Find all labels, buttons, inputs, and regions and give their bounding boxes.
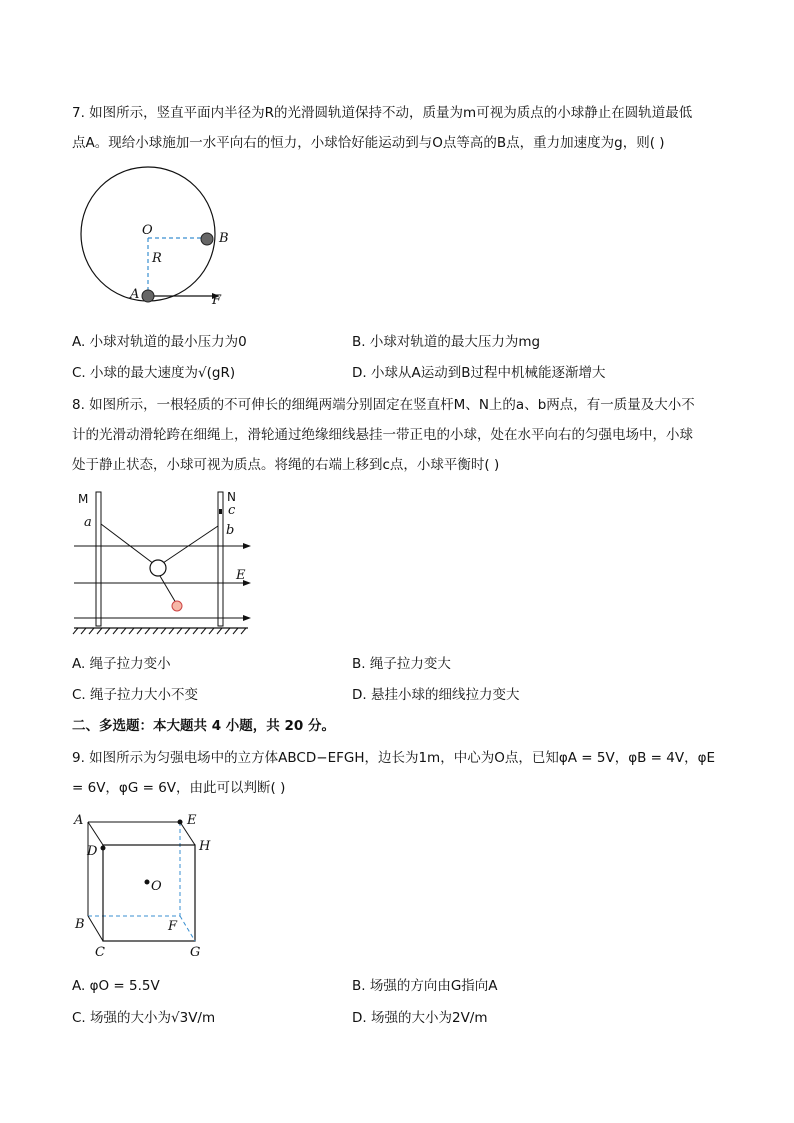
label-f: F [212,293,222,308]
front-face [103,845,195,941]
label-m: M [78,492,89,506]
q9-stem-line2: = 6V，φG = 6V，由此可以判断( ) [72,780,286,796]
label-r: R [152,251,162,266]
label-a: A [130,287,140,302]
label-b: b [226,523,235,538]
field-arrowhead [243,615,251,621]
point-d [101,846,106,851]
thread [160,576,176,603]
label-o: O [151,879,162,894]
q7-option-d: D. 小球从A运动到B过程中机械能逐渐增大 [352,365,606,381]
q9-option-d: D. 场强的大小为2V/m [352,1010,488,1026]
edge-ad [88,822,103,845]
label-d: D [87,844,98,859]
label-b: B [219,231,229,246]
pole-m [96,492,101,626]
field-arrowhead [243,543,251,549]
point-c-marker [219,509,222,514]
point-o [145,880,150,885]
q9-stem-line1: 9. 如图所示为匀强电场中的立方体ABCD−EFGH，边长为1m，中心为O点，已知φA = 5V，φB = 4V，φE [72,750,716,766]
label-e: E [236,568,246,583]
q7-stem-line2: 点A。现给小球施加一水平向右的恒力，小球恰好能运动到与O点等高的B点，重力加速度为g，则( ) [72,135,665,151]
q8-stem-line1: 8. 如图所示，一根轻质的不可伸长的细绳两端分别固定在竖直杆M、N上的a、b两点，有一质量及大小不 [72,397,695,413]
q8-option-c: C. 绳子拉力大小不变 [72,687,199,703]
edge-bc [88,916,103,941]
q7-option-c: C. 小球的最大速度为√(gR) [72,365,236,381]
q8-stem-line2: 计的光滑动滑轮跨在细绳上，滑轮通过绝缘细线悬挂一带正电的小球，处在水平向右的匀强电场中，小球 [72,427,693,443]
label-n: N [227,490,236,504]
section-header-multiple-choice: 二、多选题：本大题共 4 小题，共 20 分。 [72,718,335,734]
label-a: A [74,813,84,828]
pulley [150,560,166,576]
label-o: O [142,223,153,238]
point-e [178,820,183,825]
charged-ball [172,601,182,611]
ball-at-a [142,290,154,302]
q9-figure-cube [70,808,230,964]
label-h: H [199,839,211,854]
q9-option-c: C. 场强的大小为√3V/m [72,1010,216,1026]
label-g: G [190,945,201,960]
q7-option-a: A. 小球对轨道的最小压力为0 [72,334,247,350]
label-c: C [95,945,105,960]
q8-figure-pulley-field [70,488,260,636]
label-f: F [168,919,178,934]
label-e: E [187,813,197,828]
q8-stem-line3: 处于静止状态，小球可视为质点。将绳的右端上移到c点，小球平衡时( ) [72,457,500,473]
q7-stem-line1: 7. 如图所示，竖直平面内半径为R的光滑圆轨道保持不动，质量为m可视为质点的小球静止在圆轨道最低 [72,105,693,121]
q7-figure-circular-track [70,168,240,318]
q9-option-a: A. φO = 5.5V [72,978,160,994]
q7-option-b: B. 小球对轨道的最大压力为mg [352,334,541,350]
q8-option-a: A. 绳子拉力变小 [72,656,171,672]
ball-at-b [201,233,213,245]
q8-option-b: B. 绳子拉力变大 [352,656,451,672]
edge-fg [180,916,195,941]
q8-option-d: D. 悬挂小球的细线拉力变大 [352,687,520,703]
ground-hatch [73,628,246,634]
label-a: a [84,515,92,530]
label-c: c [228,503,236,518]
label-b: B [75,917,85,932]
q9-option-b: B. 场强的方向由G指向A [352,978,498,994]
